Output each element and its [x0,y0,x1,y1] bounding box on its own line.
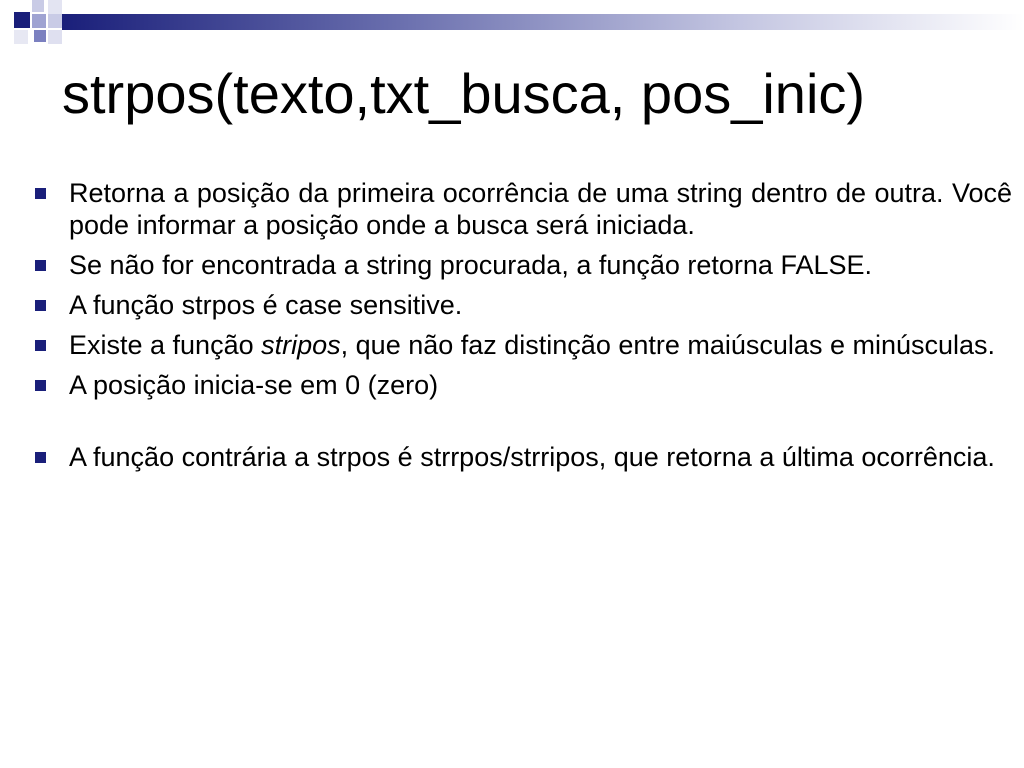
bullet-item [30,249,1012,281]
function-name-italic: stripos [261,330,341,360]
decorative-square [14,30,28,44]
header-gradient-bar [62,14,1024,30]
bullet-item [30,329,1012,361]
bullet-text: Retorna a posição da primeira ocorrência de uma string dentro de outra. Você pode informar a posição onde a busca será iniciada. [69,178,1012,240]
square-bullet-icon [35,260,46,271]
slide-title: strpos(texto,txt_busca, pos_inic) [62,62,866,125]
decorative-square [48,30,62,44]
decorative-square [32,0,44,12]
bullet-item [30,289,1012,321]
bullet-item [30,441,1012,473]
bullet-text: A função strpos é case sensitive. [69,290,463,320]
bullet-text: A função contrária a strpos é strrpos/strripos, que retorna a última ocorrência. [69,442,995,472]
bullet-text: Se não for encontrada a string procurada, a função retorna FALSE. [69,250,872,280]
bullet-item [30,369,1012,401]
bullet-text: A posição inicia-se em 0 (zero) [69,370,439,400]
square-bullet-icon [35,452,46,463]
decorative-square [32,14,46,28]
square-bullet-icon [35,188,46,199]
decorative-square [34,30,46,42]
decorative-square [48,14,62,28]
bullet-text [69,330,995,360]
decorative-square [14,12,30,28]
square-bullet-icon [35,340,46,351]
square-bullet-icon [35,380,46,391]
bullet-text-part: , que não faz distinção entre maiúsculas e minúsculas. [340,330,996,360]
bullet-list [30,177,1012,481]
square-bullet-icon [35,300,46,311]
bullet-item [30,177,1012,241]
decorative-square [48,0,62,14]
bullet-text-part: Existe a função [69,330,262,360]
